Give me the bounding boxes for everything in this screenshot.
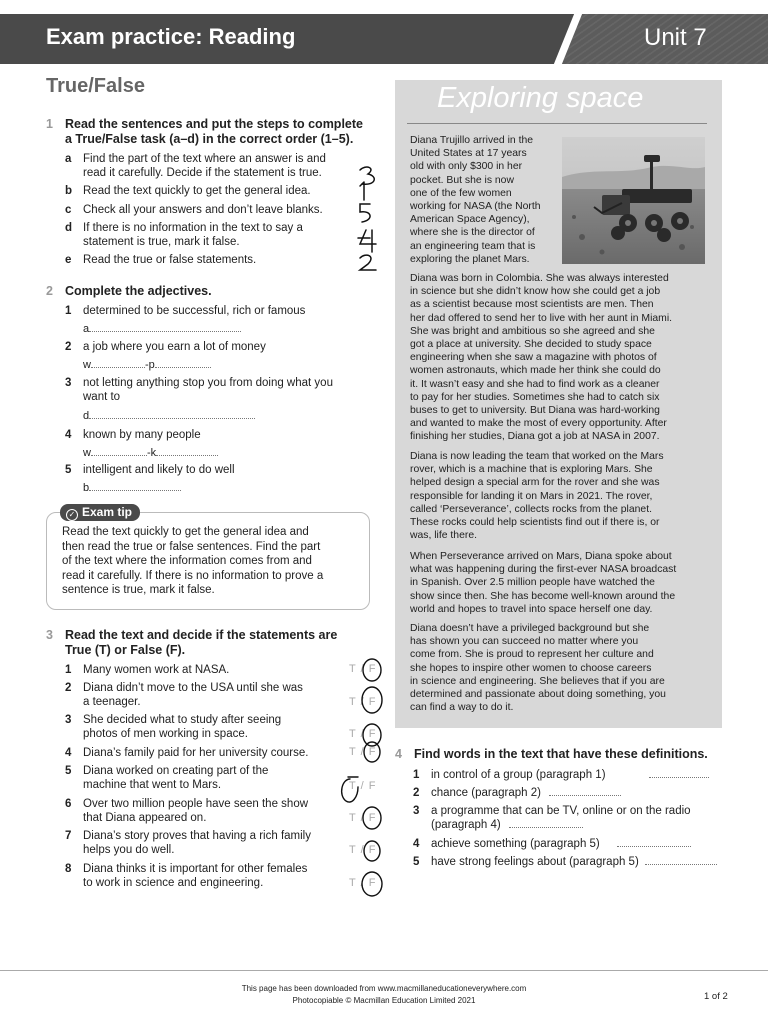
q2-number: 2 <box>46 284 53 298</box>
checkmark-icon: ✓ <box>66 509 78 521</box>
item-label: 3 <box>65 714 72 726</box>
item-text: Find the part of the text where an answer is and <box>83 153 326 165</box>
item-label: 6 <box>65 798 72 810</box>
para-line: was, life there. <box>410 530 477 542</box>
para-line: pocket. But she is now <box>410 174 514 186</box>
para-line: When Perseverance arrived on Mars, Diana spoke about <box>410 551 672 562</box>
para-line: as a scientist because most scientists are men. Then <box>410 299 654 311</box>
item-text: She decided what to study after seeing <box>83 714 282 726</box>
item-text: known by many people <box>83 429 201 441</box>
section-title: True/False <box>46 75 145 97</box>
tf-choice-8[interactable]: T / F <box>349 877 377 889</box>
item-label: 1 <box>65 664 72 676</box>
title-divider <box>407 123 707 124</box>
tip-line: sentence is true, mark it false. <box>62 584 215 596</box>
page-number: 1 of 2 <box>704 991 728 1002</box>
para-line: what was happening during the first-ever NASA broadcast <box>410 564 677 576</box>
handwritten-3 <box>360 167 374 184</box>
tf-choice-3[interactable]: T / F <box>349 728 377 740</box>
para-line: Diana doesn’t have a privileged background but she <box>410 623 650 634</box>
reading-paragraph-2 <box>410 272 715 444</box>
para-line: to pay for her studies. Sometimes she had to catch six <box>410 391 660 403</box>
tf-choice-7[interactable]: T / F <box>349 844 377 856</box>
handwritten-5 <box>360 204 370 222</box>
item-label: 2 <box>413 787 420 799</box>
answer-line <box>156 446 218 456</box>
blank-start-letter: b <box>83 482 90 494</box>
para-line: She was bright and ambitious so she agreed and she <box>410 325 655 337</box>
item-label: d <box>65 222 73 234</box>
item-label: 4 <box>65 429 72 441</box>
reading-paragraph-3 <box>410 450 715 542</box>
q3-number: 3 <box>46 628 53 642</box>
para-line: United States at 17 years <box>410 148 527 160</box>
item-label: 3 <box>413 805 420 817</box>
para-line: it. It wasn’t easy and she had to find work as a cleaner <box>410 378 660 390</box>
answer-line[interactable] <box>645 855 717 865</box>
item-label: 4 <box>65 747 72 759</box>
item-text: achieve something (paragraph 5) <box>431 838 600 850</box>
para-line: Diana was born in Colombia. She was always interested <box>410 273 669 284</box>
q2-heading-text: Complete the adjectives. <box>65 284 212 298</box>
blank-answer-3[interactable] <box>83 409 255 422</box>
reading-paragraph-5 <box>410 622 715 714</box>
q3-heading-line: Read the text and decide if the statements are <box>65 628 338 642</box>
para-line: in Spanish. Over 2.5 million people have watched the <box>410 577 655 589</box>
para-line: exploring the planet Mars. <box>410 253 530 265</box>
para-line: show since then. She has become well-known around the <box>410 590 676 602</box>
item-text: Check all your answers and don’t leave blanks. <box>83 204 323 216</box>
answer-line[interactable] <box>509 818 583 828</box>
header-title: Exam practice: Reading <box>46 24 296 49</box>
tf-choice-4[interactable]: T / F <box>349 746 377 758</box>
para-line: responsible for landing it on Mars in 2021. The rover, <box>410 490 653 502</box>
item-label: 8 <box>65 863 72 875</box>
q1-number: 1 <box>46 117 53 131</box>
blank-start-letter: w <box>83 359 91 371</box>
footer-download-note: This page has been downloaded from www.macmillaneducationeverywhere.com <box>241 984 527 993</box>
para-line: in science but she didn’t know how she could get a job <box>410 286 661 298</box>
para-line: her dad offered to send her to live with her aunt in Miami. <box>410 312 673 324</box>
item-label: 3 <box>65 377 72 389</box>
item-text: Read the true or false statements. <box>83 254 257 266</box>
item-label: 2 <box>65 682 72 694</box>
item-text: Many women work at NASA. <box>83 664 230 676</box>
para-line: called ‘Perseverance’, collects rocks from the planet. <box>410 503 652 515</box>
tip-line: of the text where the information comes from and <box>62 555 312 567</box>
answer-line <box>89 409 255 419</box>
tip-line: read it carefully. If there is no information to prove a <box>62 569 324 582</box>
answer-line[interactable] <box>649 768 709 778</box>
para-line: in science and engineering. She believes that if you are <box>410 675 665 687</box>
exam-tip-badge <box>60 504 140 521</box>
para-line: come from. She is proud to represent her culture and <box>410 649 654 661</box>
para-line: where she is the director of <box>410 227 535 239</box>
q1-heading-line: Read the sentences and put the steps to complete <box>65 117 363 131</box>
item-text: a teenager. <box>83 696 141 708</box>
footer-divider <box>0 970 768 971</box>
item-label: 1 <box>65 305 72 317</box>
item-text: machine that went to Mars. <box>83 779 222 791</box>
handwritten-answers <box>350 160 390 275</box>
item-label: 1 <box>413 769 420 781</box>
item-text: Diana thinks it is important for other females <box>83 863 308 875</box>
item-label: 5 <box>413 856 420 868</box>
item-text: determined to be successful, rich or famous <box>83 305 306 317</box>
para-line: can find a way to do it. <box>410 702 514 714</box>
item-text: Diana’s family paid for her university course. <box>83 747 309 759</box>
item-label: 5 <box>65 464 72 476</box>
handwritten-1 <box>360 182 364 200</box>
reading-paragraph-4 <box>410 550 715 616</box>
item-label: 7 <box>65 830 72 842</box>
tf-choice-6[interactable]: T / F <box>349 812 377 824</box>
item-text: Diana worked on creating part of the <box>83 765 269 777</box>
item-label: c <box>65 204 72 216</box>
q4-heading-text: Find words in the text that have these definitions. <box>414 747 708 761</box>
answer-line <box>89 481 181 491</box>
item-label: 5 <box>65 765 72 777</box>
tf-choice-2[interactable]: T / F <box>349 696 377 708</box>
answer-line <box>91 446 147 456</box>
item-text: If there is no information in the text to say a <box>83 222 303 234</box>
para-line: These rocks could help scientists find out if there is, or <box>410 517 660 529</box>
para-line: working for NASA (the North <box>410 201 541 213</box>
item-text: Diana’s story proves that having a rich family <box>83 830 311 842</box>
unit-label: Unit 7 <box>644 24 707 51</box>
reading-title: Exploring space <box>437 82 644 114</box>
para-line: one of the few women <box>410 187 512 199</box>
q1-heading-line: a True/False task (a–d) in the correct order (1–5). <box>65 132 354 146</box>
item-text: statement is true, mark it false. <box>83 236 240 248</box>
para-line: finishing her studies, Diana got a job at NASA in 2007. <box>410 431 660 443</box>
para-line: rover, which is a machine that is exploring Mars. She <box>410 464 653 476</box>
q4-heading <box>395 747 725 763</box>
para-line: old with only $300 in her <box>410 161 523 173</box>
para-line: determined and passionate about doing something, you <box>410 689 666 701</box>
answer-line[interactable] <box>617 837 691 847</box>
item-label: e <box>65 254 72 266</box>
blank-start-letter: w <box>83 447 91 459</box>
blank-answer-5[interactable] <box>83 481 181 494</box>
q1-heading <box>46 117 386 149</box>
tf-choice-1[interactable]: T / F <box>349 663 377 675</box>
item-text: a job where you earn a lot of money <box>83 341 266 353</box>
footer-copyright: Photocopiable © Macmillan Education Limited 2021 <box>292 996 476 1005</box>
answer-line[interactable] <box>549 786 621 796</box>
tip-line: Read the text quickly to get the general idea and <box>62 526 309 538</box>
answer-line <box>155 358 211 368</box>
item-text: intelligent and likely to do well <box>83 464 235 476</box>
item-text: chance (paragraph 2) <box>431 787 541 799</box>
item-text: Read the text quickly to get the general idea. <box>83 185 311 197</box>
para-line: an engineering team that is <box>410 240 536 252</box>
para-line: women astronauts, which made her think she could do <box>410 365 661 377</box>
handwritten-2 <box>360 255 376 270</box>
item-text: (paragraph 4) <box>431 819 501 831</box>
para-line: and wanted to make the most of every opportunity. After <box>410 418 667 430</box>
exam-tip-text <box>62 525 358 598</box>
blank-start-letter: d <box>83 410 90 422</box>
item-label: 4 <box>413 838 420 850</box>
handwritten-tf-circles <box>328 655 388 900</box>
handwritten-4 <box>358 230 376 252</box>
answer-line <box>91 358 145 368</box>
item-text: that Diana appeared on. <box>83 812 207 824</box>
mars-rover-photo <box>562 137 705 264</box>
para-line: has shown you can succeed no matter where you <box>410 636 639 648</box>
q4-number: 4 <box>395 747 402 761</box>
item-text: read it carefully. Decide if the statement is true. <box>83 167 322 179</box>
blank-answer-2[interactable] <box>83 358 211 371</box>
para-line: American Space Agency), <box>410 214 530 226</box>
para-line: engineering when she saw a magazine with photos of <box>410 352 657 364</box>
item-text: Diana didn’t move to the USA until she was <box>83 682 303 694</box>
item-text: in control of a group (paragraph 1) <box>431 769 606 781</box>
tip-line: then read the true or false sentences. Find the part <box>62 540 321 553</box>
blank-mid-letter: -p <box>144 359 155 371</box>
blank-answer-4[interactable] <box>83 446 218 459</box>
blank-start-letter: a <box>83 323 90 335</box>
item-label: a <box>65 153 72 165</box>
blank-answer-1[interactable] <box>83 322 241 335</box>
item-text: not letting anything stop you from doing what you <box>83 377 333 389</box>
item-text: want to <box>83 391 121 403</box>
blank-mid-letter: -k <box>146 447 157 459</box>
para-line: she hopes to inspire other women to choose careers <box>410 662 652 674</box>
para-line: Diana Trujillo arrived in the <box>410 135 534 146</box>
para-line: buses to get to university. But Diana was hard-working <box>410 405 660 417</box>
q3-heading <box>46 628 376 660</box>
answer-line <box>89 322 241 332</box>
para-line: Diana is now leading the team that worked on the Mars <box>410 451 664 462</box>
item-label: 2 <box>65 341 72 353</box>
item-label: b <box>65 185 73 197</box>
q2-heading <box>46 284 346 300</box>
page-header <box>0 14 768 64</box>
q3-heading-line: True (T) or False (F). <box>65 643 186 657</box>
para-line: got a place at university. She decided to study space <box>410 339 652 351</box>
item-text: photos of men working in space. <box>83 728 248 740</box>
item-text: to work in science and engineering. <box>83 877 264 889</box>
item-text: a programme that can be TV, online or on the radio <box>431 805 691 817</box>
item-text: Over two million people have seen the show <box>83 798 309 810</box>
para-line: helped design a special arm for the rover and she was <box>410 477 660 489</box>
exam-tip-label: Exam tip <box>82 505 133 519</box>
reading-paragraph-1 <box>410 134 562 266</box>
para-line: world and hopes to travel into space herself one day. <box>410 603 653 615</box>
tf-choice-5[interactable]: T / F <box>349 780 377 792</box>
item-text: have strong feelings about (paragraph 5) <box>431 856 639 868</box>
item-text: helps you do well. <box>83 844 175 856</box>
